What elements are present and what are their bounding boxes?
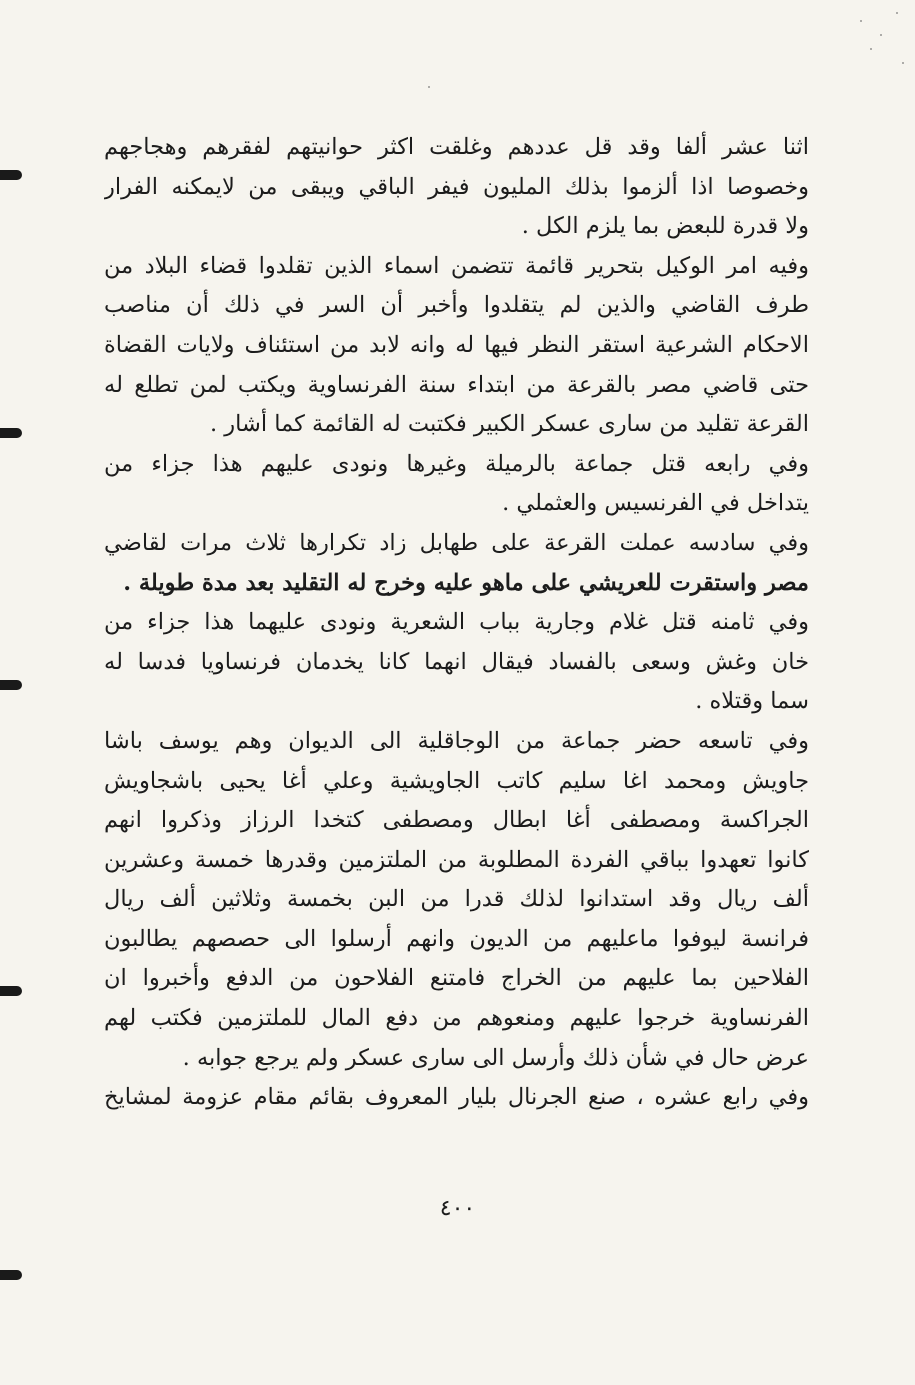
binding-mark [0, 680, 22, 690]
text-line: عرض حال في شأن ذلك وأرسل الى سارى عسكر ولم يرجع جوابه . [182, 1044, 809, 1071]
text-line: اثنا عشر ألفا وقد قل عددهم وغلقت اكثر حوانيتهم لفقرهم وهجاجهم [104, 134, 809, 160]
text-line: الاحكام الشرعية استقر النظر فيها له وانه لابد من استئناف ولايات القضاة [104, 331, 809, 358]
body-text [104, 128, 809, 1118]
paper-speck [870, 48, 872, 50]
binding-mark [0, 986, 22, 996]
text-line: كانوا تعهدوا بباقي الفردة المطلوبة من الملتزمين وقدرها خمسة وعشرين [104, 846, 809, 873]
text-line: الفلاحين بما عليهم من الخراج فامتنع الفلاحون من الدفع وأخبروا ان [104, 965, 809, 992]
text-line: وفي رابع عشره ، صنع الجرنال بليار المعروف بقائم مقام عزومة لمشايخ [104, 1084, 809, 1111]
paper-speck [428, 86, 430, 88]
text-line: وخصوصا اذا ألزموا بذلك المليون فيفر الباقي ويبقى من لايمكنه الفرار [104, 173, 809, 200]
text-line: وفيه امر الوكيل بتحرير قائمة تتضمن اسماء الذين تقلدوا قضاء البلاد من [104, 252, 809, 279]
page-number: ٤٠٠ [439, 1196, 476, 1221]
binding-mark [0, 170, 22, 180]
text-line: فرانسة ليوفوا ماعليهم من الديون وانهم أرسلوا الى حصصهم يطالبون [104, 925, 809, 952]
text-line: طرف القاضي والذين لم يتقلدوا وأخبر أن السر في ذلك أن مناصب [104, 292, 809, 319]
text-line: خان وغش وسعى بالفساد فيقال انهما كانا يخدمان فرنساويا فدسا له [104, 648, 809, 675]
text-line: سما وقتلاه . [695, 688, 809, 715]
text-line: ألف ريال وقد استدانوا لذلك قدرا من البن بخمسة وثلاثين ألف ريال [104, 886, 809, 913]
text-line: وفي ثامنه قتل غلام وجارية بباب الشعرية ونودى عليهما هذا جزاء من [104, 609, 809, 636]
text-line: حتى قاضي مصر بالقرعة من ابتداء سنة الفرنساوية ويكتب لمن تطلع له [104, 371, 809, 398]
paper-speck [880, 34, 882, 36]
paper-speck [902, 62, 904, 64]
text-line: وفي تاسعه حضر جماعة من الوجاقلية الى الديوان وهم يوسف باشا [104, 727, 809, 754]
text-line: مصر واستقرت للعريشي على ماهو عليه وخرج له التقليد بعد مدة طويلة . [123, 569, 809, 596]
text-line: ولا قدرة للبعض بما يلزم الكل . [521, 213, 809, 240]
paper-speck [860, 20, 862, 22]
text-line: يتداخل في الفرنسيس والعثملي . [502, 490, 809, 517]
text-line: جاويش ومحمد اغا سليم كاتب الجاويشية وعلي أغا يحيى باشجاويش [104, 767, 809, 794]
binding-mark [0, 428, 22, 438]
text-line: وفي سادسه عملت القرعة على طهابل زاد تكرارها ثلاث مرات لقاضي [104, 529, 809, 556]
paper-speck [896, 12, 898, 14]
text-line: الجراكسة ومصطفى أغا ابطال ومصطفى كتخدا الرزاز وذكروا انهم [104, 807, 809, 834]
binding-mark [0, 1270, 22, 1280]
text-line: وفي رابعه قتل جماعة بالرميلة وغيرها ونودى عليهم هذا جزاء من [104, 450, 809, 477]
text-line: الفرنساوية خرجوا عليهم ومنعوهم من دفع المال للملتزمين فكتب لهم [104, 1005, 809, 1032]
text-line: القرعة تقليد من سارى عسكر الكبير فكتبت له القائمة كما أشار . [210, 411, 809, 438]
